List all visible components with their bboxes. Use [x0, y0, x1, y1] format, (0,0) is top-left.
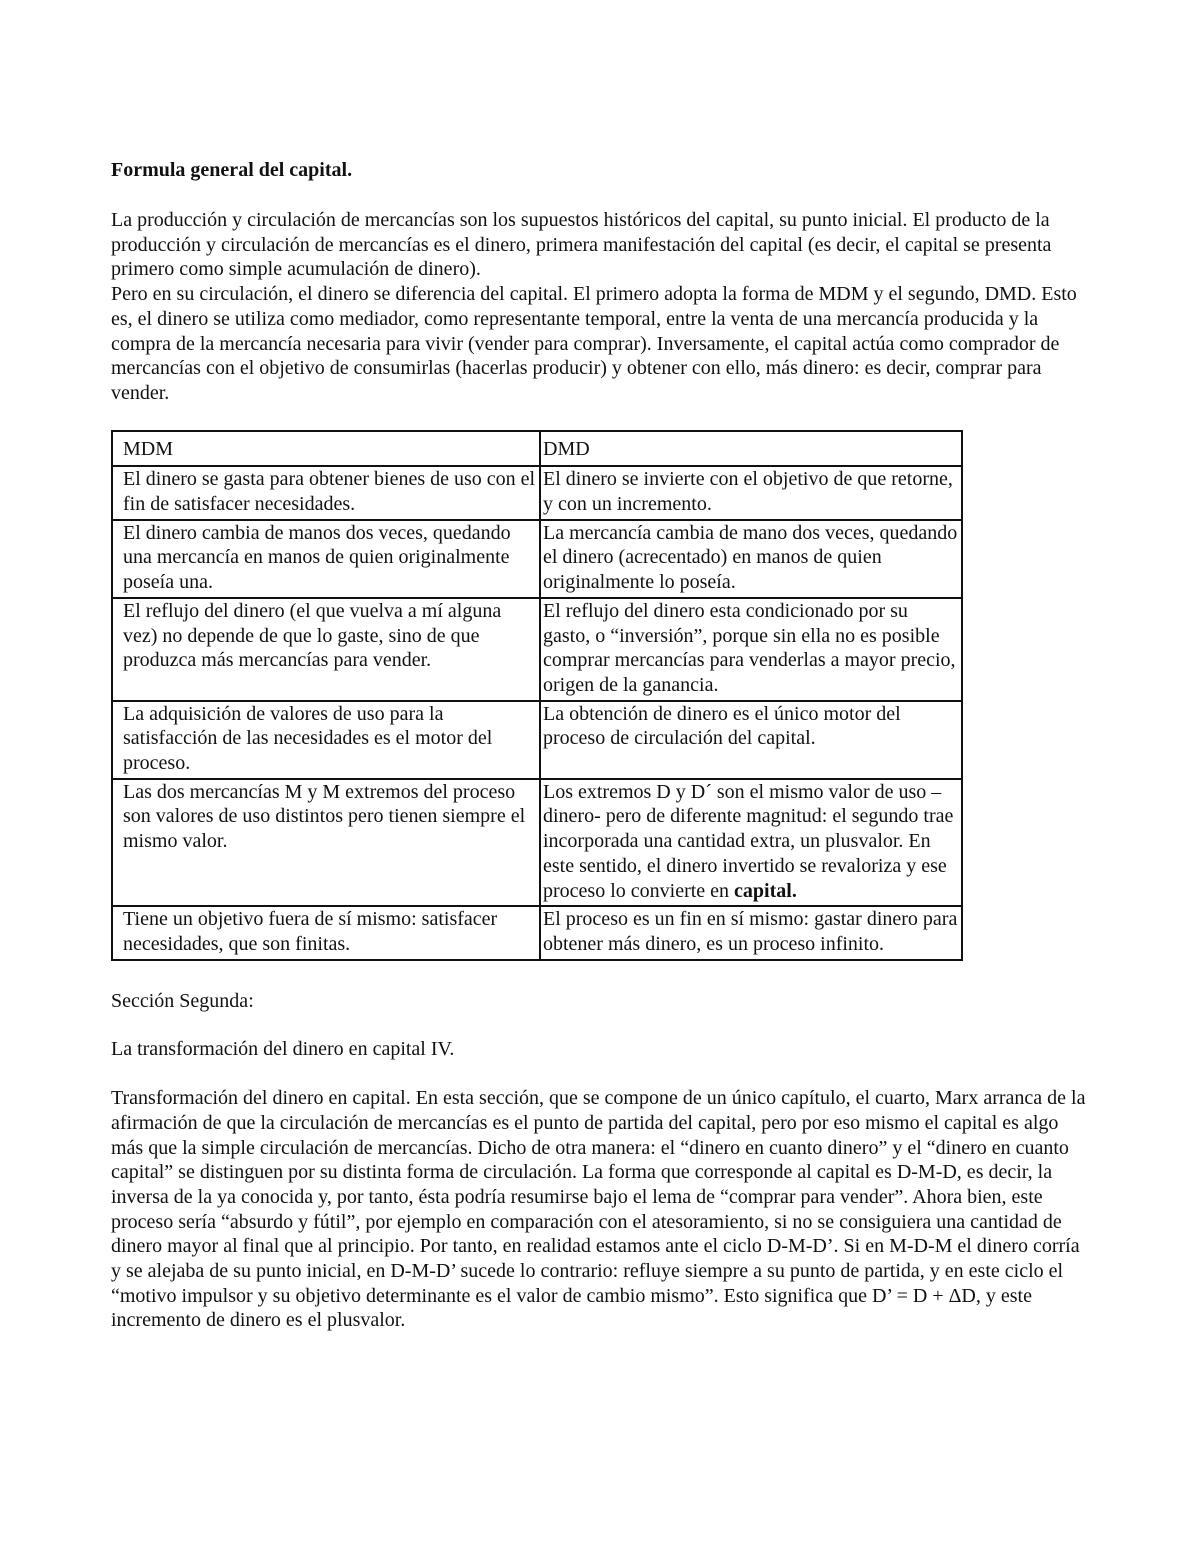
- table-row: [112, 466, 962, 519]
- intro-paragraph-1: La producción y circulación de mercancías son los supuestos históricos del capital, su punto inicial. El producto de la producción y circulación de mercancías es el dinero, primera manifestación del capital (es decir, el capital se presenta primero como simple acumulación de dinero).: [111, 209, 1052, 281]
- cell-mdm: El dinero se gasta para obtener bienes de uso con el fin de satisfacer necesidades.: [112, 466, 540, 519]
- cell-mdm: La adquisición de valores de uso para la satisfacción de las necesidades es el motor del proceso.: [112, 701, 540, 779]
- subsection-heading: La transformación del dinero en capital IV.: [111, 1038, 455, 1061]
- spacer: [111, 1013, 1091, 1037]
- intro-paragraph-2: Pero en su circulación, el dinero se diferencia del capital. El primero adopta la forma de MDM y el segundo, DMD. Esto es, el dinero se utiliza como mediador, como representante temporal, entre la venta de una mercancía producida y la compra de la mercancía necesaria para vivir (vender para comprar). Inversamente, el capital actúa como comprador de mercancías con el objetivo de consumirlas (hacerlas producir) y obtener con ello, más dinero: es decir, comprar para vender.: [111, 283, 1077, 404]
- table-header-row: [112, 431, 962, 467]
- document-title: Formula general del capital.: [111, 159, 353, 181]
- table-row: [112, 598, 962, 701]
- body-paragraph: Transformación del dinero en capital. En esta sección, que se compone de un único capítulo, el cuarto, Marx arranca de la afirmación de que la circulación de mercancías es el punto de partida del capital, pero por eso mismo el capital es algo más que la simple circulación de mercancías. Dicho de otra manera: el “dinero en cuanto dinero” y el “dinero en cuanto capital” se distinguen por su distinta forma de circulación. La forma que corresponde al capital es D-M-D, es decir, la inversa de la ya conocida y, por tanto, ésta podría resumirse bajo el lema de “comprar para vender”. Ahora bien, este proceso sería “absurdo y fútil”, por ejemplo en comparación con el atesoramiento, si no se consiguiera una cantidad de dinero mayor al final que al principio. Por tanto, en realidad estamos ante el ciclo D-M-D’. Si en M-D-M el dinero corría y se alejaba de su punto inicial, en D-M-D’ sucede lo contrario: refluye siempre a su punto de partida, y en este ciclo el “motivo impulsor y su objetivo determinante es el valor de cambio mismo”. Esto significa que D’ = D + ΔD, y este incremento de dinero es el plusvalor.: [111, 1087, 1086, 1332]
- table-row: [112, 779, 962, 907]
- header-dmd: DMD: [540, 431, 962, 467]
- table-row: [112, 520, 962, 598]
- cell-dmd: La mercancía cambia de mano dos veces, quedando el dinero (acrecentado) en manos de quien originalmente lo poseía.: [540, 520, 962, 598]
- table-row: [112, 906, 962, 959]
- cell-dmd: El reflujo del dinero esta condicionado por su gasto, o “inversión”, porque sin ella no es posible comprar mercancías para venderlas a mayor precio, origen de la ganancia.: [540, 598, 962, 701]
- cell-dmd-text: Los extremos D y D´ son el mismo valor de uso –dinero- pero de diferente magnitud: el segundo trae incorporada una cantidad extra, un plusvalor. En este sentido, el dinero invertido se revaloriza y ese proceso lo convierte en: [543, 780, 954, 902]
- header-mdm: MDM: [112, 431, 540, 467]
- section-heading: Sección Segunda:: [111, 989, 254, 1012]
- table-row: [112, 701, 962, 779]
- spacer: [111, 1062, 1091, 1086]
- cell-dmd: El proceso es un fin en sí mismo: gastar dinero para obtener más dinero, es un proceso infinito.: [540, 906, 962, 959]
- cell-dmd: [540, 779, 962, 907]
- cell-dmd: La obtención de dinero es el único motor del proceso de circulación del capital.: [540, 701, 962, 779]
- comparison-table: [111, 430, 963, 961]
- cell-dmd: El dinero se invierte con el objetivo de que retorne, y con un incremento.: [540, 466, 962, 519]
- document-page: [111, 158, 1091, 1333]
- cell-dmd-bold-word: capital.: [734, 879, 797, 902]
- cell-mdm: El dinero cambia de manos dos veces, quedando una mercancía en manos de quien originalmente poseía una.: [112, 520, 540, 598]
- cell-mdm: Las dos mercancías M y M extremos del proceso son valores de uso distintos pero tienen siempre el mismo valor.: [112, 779, 540, 907]
- cell-mdm: Tiene un objetivo fuera de sí mismo: satisfacer necesidades, que son finitas.: [112, 906, 540, 959]
- cell-mdm: El reflujo del dinero (el que vuelva a mí alguna vez) no depende de que lo gaste, sino de que produzca más mercancías para vender.: [112, 598, 540, 701]
